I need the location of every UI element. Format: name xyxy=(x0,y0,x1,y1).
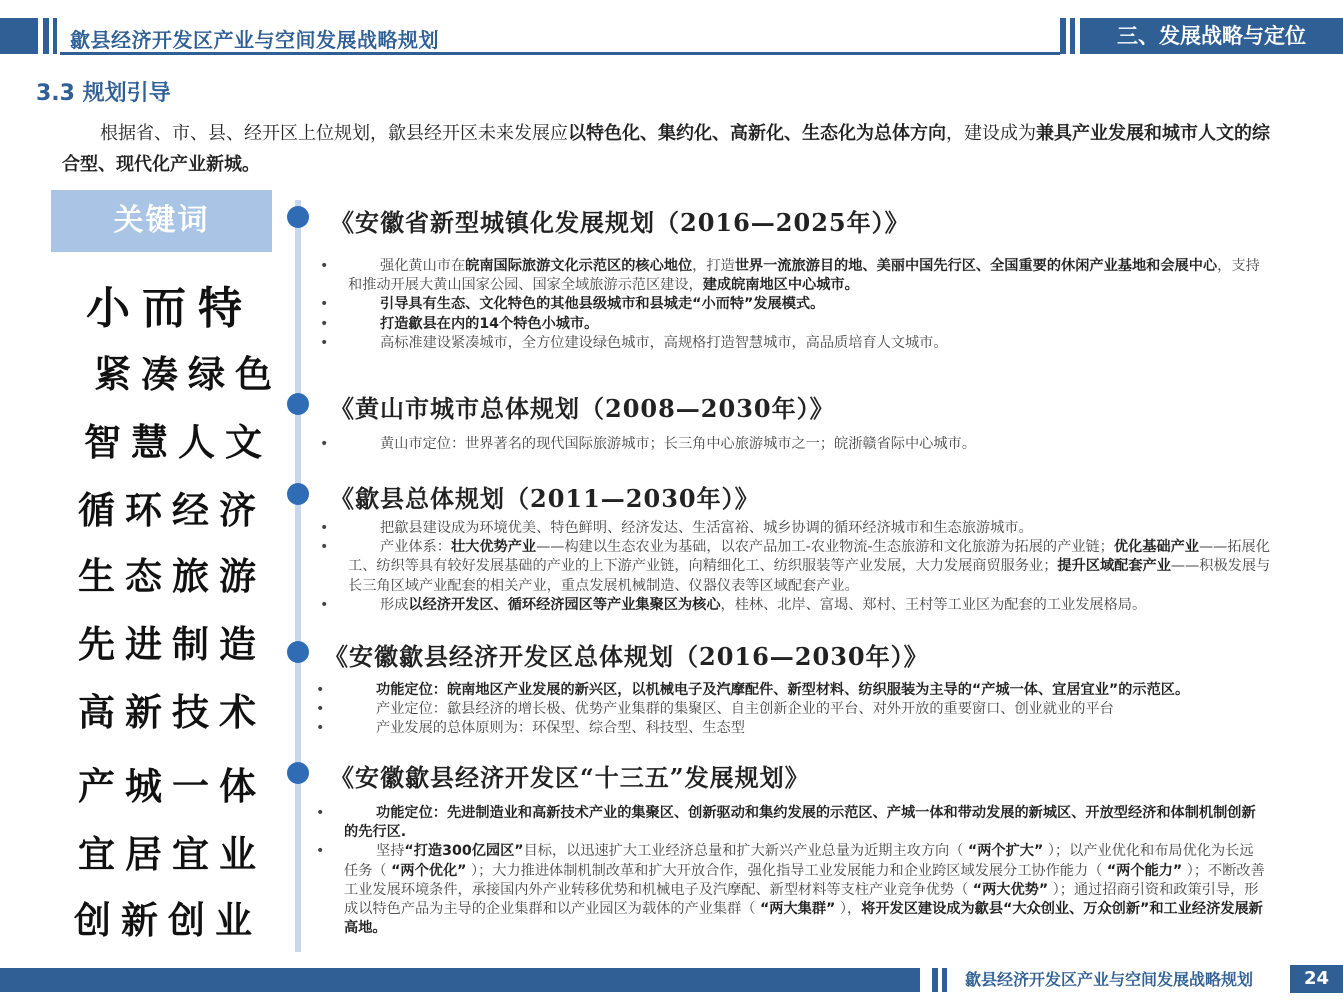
bullet-segment: 坚持 xyxy=(376,843,405,860)
intro-emphasis: 兼具产业发展和城市人文的综合型、现代化产业新城。 xyxy=(62,123,1270,175)
bullet-segment: ）；通过招商引资和政策引导，形成以特色产品为主导的企业集群和以产业园区为载体的产业集群（ xyxy=(344,881,1259,918)
plan-title: 《安徽歙县经济开发区总体规划（2016—2030年）》 xyxy=(324,642,929,671)
bullet-dot-icon: • xyxy=(320,334,329,351)
keyword-item: 循环经济 xyxy=(78,488,266,532)
bullet-dot-icon: • xyxy=(316,682,325,698)
document-title: 歙县经济开发区产业与空间发展战略规划 xyxy=(70,28,439,52)
bullet-emphasis: “两个优化” xyxy=(391,862,467,879)
bullet-dot-icon: • xyxy=(320,296,329,313)
footer-stripe xyxy=(942,968,947,992)
plan-title: 《黄山市城市总体规划（2008—2030年）》 xyxy=(330,394,835,423)
bullet-emphasis: 优化基础产业 xyxy=(1113,539,1199,556)
plan-bullet xyxy=(320,538,1280,596)
bullet-segment: 产业体系： xyxy=(380,539,451,556)
bullet-text xyxy=(320,257,1270,295)
bullet-segment: 强化黄山市在 xyxy=(380,258,466,274)
bullet-emphasis: 功能定位：先进制造业和高新技术产业的集聚区、创新驱动和集约发展的示范区、产城一体和带动发展的新城区、开放型经济和体制机制创新的先行区. xyxy=(344,805,1256,841)
timeline-dot xyxy=(287,641,309,663)
bullet-dot-icon: • xyxy=(316,805,325,821)
bullet-segment: 产业定位：歙县经济的增长极、优势产业集群的集聚区、自主创新企业的平台、对外开放的重要窗口、创业就业的平台 xyxy=(376,701,1114,718)
bullet-segment: ——积极发展与长三角区域产业配套的相关产业，重点发展机械制造、仪器仪表等区域配套产业。 xyxy=(348,558,1271,594)
plan-title: 《安徽省新型城镇化发展规划（2016—2025年）》 xyxy=(330,208,910,237)
bullet-dot-icon: • xyxy=(320,520,329,536)
plan-bullet xyxy=(320,596,1280,615)
header-stripe xyxy=(53,18,57,54)
bullet-text xyxy=(320,295,1270,314)
keyword-item: 小而特 xyxy=(86,283,254,334)
plan-bullet xyxy=(320,435,1270,454)
bullet-dot-icon: • xyxy=(320,596,329,613)
timeline-dot xyxy=(287,762,309,784)
bullet-segment: ）；以产业优化和布局优化为长远任务（ xyxy=(344,843,1254,879)
bullet-segment: ，打造 xyxy=(692,258,735,274)
plan-bullet xyxy=(316,681,1246,700)
plan-bullet xyxy=(316,804,1266,842)
bullet-emphasis: 功能定位：皖南地区产业发展的新兴区，以机械电子及汽摩配件、新型材料、纺织服装为主导的“产城一体、宜居宜业”的示范区。 xyxy=(376,682,1190,698)
bullet-dot-icon: • xyxy=(320,258,329,274)
bullet-segment: ——拓展化工、纺织等具有较好发展基础的产业的上下游产业链，向精细化工、纺织服装等产业发展，大力发展商贸服务业； xyxy=(348,539,1270,575)
bullet-emphasis: 将开发区建设成为歙县“大众创业、万众创新”和工业经济发展新高地。 xyxy=(344,901,1263,937)
plan-bullet xyxy=(320,295,1270,314)
bullet-text xyxy=(316,700,1246,719)
keyword-item: 先进制造 xyxy=(78,622,266,666)
bullet-segment: ，桂林、北岸、富堨、郑村、王村等工业区为配套的工业发展格局。 xyxy=(720,596,1147,613)
bullet-emphasis: “两个扩大” xyxy=(967,843,1044,860)
bullet-emphasis: 世界一流旅游目的地、美丽中国先行区、全国重要的休闲产业基地和会展中心 xyxy=(734,258,1218,274)
bullet-emphasis: 壮大优势产业 xyxy=(450,539,537,556)
bullet-emphasis: 建成皖南地区中心城市。 xyxy=(702,277,859,294)
plan-bullet-list xyxy=(320,257,1270,353)
bullet-segment: ，支持和推动开展大黄山国家公园、国家全域旅游示范区建设， xyxy=(348,258,1260,294)
bullet-segment: ）， xyxy=(835,901,862,918)
footer-bar xyxy=(0,968,920,992)
keyword-item: 智慧人文 xyxy=(84,420,272,464)
timeline-dot xyxy=(287,393,309,415)
bullet-dot-icon: • xyxy=(316,701,325,718)
plan-bullet xyxy=(320,334,1270,353)
bullet-emphasis: “两大优势” xyxy=(972,881,1049,898)
section-title: 3.3 规划引导 xyxy=(36,81,171,106)
plan-bullet-list xyxy=(316,804,1266,938)
intro-text: ，建设成为 xyxy=(946,123,1036,144)
keyword-item: 生态旅游 xyxy=(78,554,266,598)
header-stripe xyxy=(43,18,49,54)
timeline-dot xyxy=(287,206,309,228)
plan-bullet-list xyxy=(320,435,1270,454)
bullet-emphasis: 引导具有生态、文化特色的其他县级城市和县城走“小而特”发展模式。 xyxy=(380,296,825,313)
bullet-text xyxy=(316,842,1266,938)
intro-text: 根据省、市、县、经开区上位规划，歙县经开区未来发展应 xyxy=(100,123,568,144)
timeline-line xyxy=(295,200,301,952)
bullet-segment: 产业发展的总体原则为：环保型、综合型、科技型、生态型 xyxy=(376,720,745,737)
bullet-emphasis: 以经济开发区、循环经济园区等产业集聚区为核心 xyxy=(408,596,721,613)
bullet-segment: 形成 xyxy=(380,596,409,613)
plan-bullet xyxy=(320,315,1270,334)
intro-emphasis: 以特色化、集约化、高新化、生态化为总体方向 xyxy=(568,123,946,144)
keyword-item: 紧凑绿色 xyxy=(94,352,282,396)
bullet-segment: 黄山市定位：世界著名的现代国际旅游城市；长三角中心旅游城市之一；皖浙赣省际中心城市。 xyxy=(380,436,976,452)
chapter-title: 三、发展战略与定位 xyxy=(1080,18,1343,54)
bullet-segment: 目标，以迅速扩大工业经济总量和扩大新兴产业总量为近期主攻方向（ xyxy=(523,843,968,860)
keyword-item: 创新创业 xyxy=(74,898,262,942)
keyword-item: 宜居宜业 xyxy=(78,832,266,876)
bullet-emphasis: “两大集群” xyxy=(759,901,836,918)
bullet-emphasis: “打造300亿园区” xyxy=(404,843,524,860)
bullet-segment: 把歙县建设成为环境优美、特色鲜明、经济发达、生活富裕、城乡协调的循环经济城市和生态旅游城市。 xyxy=(380,520,1033,536)
bullet-dot-icon: • xyxy=(320,539,329,556)
header-left-block xyxy=(0,18,38,54)
plan-bullet-list xyxy=(320,519,1280,615)
bullet-text xyxy=(320,334,1270,353)
header-stripe xyxy=(1070,18,1075,54)
plan-bullet xyxy=(320,257,1270,295)
bullet-text xyxy=(320,315,1270,334)
bullet-text xyxy=(316,719,1246,738)
bullet-segment: ）；大力推进体制机制改革和扩大开放合作，强化指导工业发展能力和企业跨区域发展分工协作能力（ xyxy=(466,862,1107,879)
bullet-emphasis: 打造歙县在内的14个特色小城市。 xyxy=(380,315,599,332)
bullet-text xyxy=(316,681,1246,700)
bullet-text xyxy=(320,435,1270,454)
bullet-dot-icon: • xyxy=(320,315,329,332)
plan-bullet xyxy=(320,519,1280,538)
footer-title: 歙县经济开发区产业与空间发展战略规划 xyxy=(965,970,1254,989)
bullet-dot-icon: • xyxy=(316,843,325,860)
bullet-text xyxy=(316,804,1266,842)
bullet-segment: ）；不断改善工业发展环境条件，承接国内外产业转移优势和机械电子及汽摩配、新型材料等支柱产业竞争优势（ xyxy=(344,862,1265,898)
header-stripe xyxy=(1060,18,1066,54)
bullet-emphasis: 皖南国际旅游文化示范区的核心地位 xyxy=(465,258,693,274)
bullet-emphasis: 提升区域配套产业 xyxy=(1057,558,1171,575)
plan-title: 《安徽歙县经济开发区“十三五”发展规划》 xyxy=(330,763,810,792)
plan-title: 《歙县总体规划（2011—2030年）》 xyxy=(330,484,760,513)
bullet-emphasis: “两个能力” xyxy=(1106,862,1183,879)
bullet-text xyxy=(320,596,1280,615)
bullet-segment: 高标准建设紧凑城市，全方位建设绿色城市，高规格打造智慧城市，高品质培育人文城市。 xyxy=(380,334,948,351)
footer-stripe xyxy=(932,968,938,992)
bullet-segment: ——构建以生态农业为基础，以农产品加工-农业物流-生态旅游和文化旅游为拓展的产业链； xyxy=(536,539,1114,556)
plan-bullet xyxy=(316,700,1246,719)
bullet-dot-icon: • xyxy=(320,436,329,452)
keyword-heading: 关键词 xyxy=(51,190,272,252)
plan-bullet xyxy=(316,719,1246,738)
intro-paragraph xyxy=(62,118,1272,180)
timeline-dot xyxy=(287,483,309,505)
bullet-text xyxy=(320,519,1280,538)
bullet-dot-icon: • xyxy=(316,720,325,737)
keyword-item: 高新技术 xyxy=(78,690,266,734)
keyword-item: 产城一体 xyxy=(78,764,266,808)
plan-bullet xyxy=(316,842,1266,938)
bullet-text xyxy=(320,538,1280,596)
plan-bullet-list xyxy=(316,681,1246,739)
page-number: 24 xyxy=(1290,965,1343,993)
